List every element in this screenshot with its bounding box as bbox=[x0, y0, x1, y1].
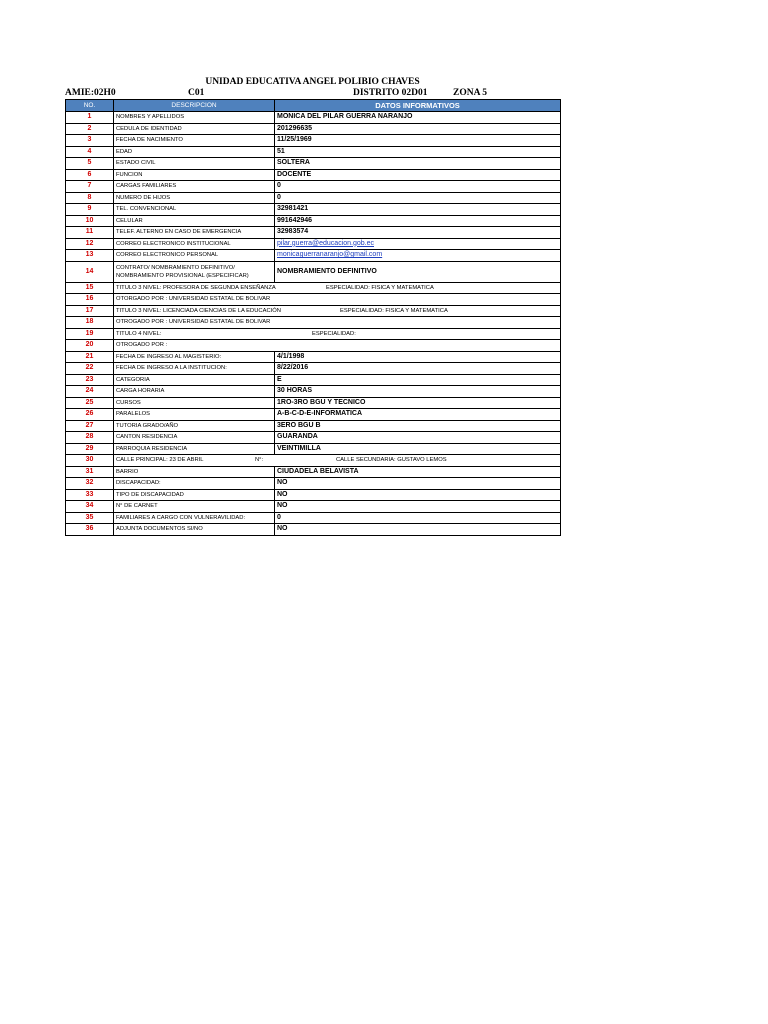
email-link[interactable]: monicaguerranaranjo@gmail.com bbox=[277, 251, 383, 259]
table-row bbox=[66, 489, 561, 501]
table-row bbox=[66, 238, 561, 250]
field-number-label: N°: bbox=[255, 457, 264, 463]
table-row bbox=[66, 204, 561, 216]
row-number: 22 bbox=[66, 363, 114, 375]
table-row bbox=[66, 317, 561, 329]
table-row bbox=[66, 524, 561, 536]
merged-cell bbox=[114, 282, 561, 294]
row-number: 15 bbox=[66, 282, 114, 294]
field-value: NO bbox=[275, 478, 561, 490]
field-value: DOCENTE bbox=[275, 169, 561, 181]
field-value: 1RO-3RO BGU Y TECNICO bbox=[275, 397, 561, 409]
field-secondary: ESPECIALIDAD: FISICA Y MATEMATICA bbox=[326, 284, 434, 291]
row-number: 23 bbox=[66, 374, 114, 386]
field-label: NUMERO DE HIJOS bbox=[114, 192, 275, 204]
table-row bbox=[66, 466, 561, 478]
zone-code: ZONA 5 bbox=[453, 88, 488, 98]
field-label-line1: CONTRATO/ NOMBRAMIENTO DEFINITIVO/ bbox=[116, 264, 235, 271]
table-header-row bbox=[66, 100, 561, 112]
field-label: ADJUNTA DOCUMENTOS SI/NO bbox=[114, 524, 275, 536]
field-label: PARALELOS bbox=[114, 409, 275, 421]
field-value: 51 bbox=[275, 146, 561, 158]
field-value: 0 bbox=[275, 181, 561, 193]
header-description: DESCRIPCION bbox=[114, 100, 275, 112]
field-value: 4/1/1998 bbox=[275, 351, 561, 363]
field-label: FECHA DE NACIMIENTO bbox=[114, 135, 275, 147]
field-label: N° DE CARNET bbox=[114, 501, 275, 513]
data-table bbox=[65, 99, 561, 536]
table-row bbox=[66, 420, 561, 432]
table-row bbox=[66, 250, 561, 262]
table-row bbox=[66, 512, 561, 524]
field-value: NO bbox=[275, 524, 561, 536]
table-row bbox=[66, 146, 561, 158]
row-number: 11 bbox=[66, 227, 114, 239]
table-row bbox=[66, 135, 561, 147]
field-value: 32983574 bbox=[275, 227, 561, 239]
row-number: 3 bbox=[66, 135, 114, 147]
row-number: 28 bbox=[66, 432, 114, 444]
row-number: 26 bbox=[66, 409, 114, 421]
amie-code: AMIE:02H0 bbox=[65, 88, 116, 98]
field-value: 11/25/1969 bbox=[275, 135, 561, 147]
field-label: FAMILIARES A CARGO CON VULNERAVILIDAD: bbox=[114, 512, 275, 524]
row-number: 4 bbox=[66, 146, 114, 158]
table-row bbox=[66, 169, 561, 181]
table-row bbox=[66, 305, 561, 317]
field-value: 32981421 bbox=[275, 204, 561, 216]
field-label: TIPO DE DISCAPACIDAD bbox=[114, 489, 275, 501]
field-value: 3ERO BGU B bbox=[275, 420, 561, 432]
field-label: OTROGADO POR : UNIVERSIDAD ESTATAL DE BOLIVAR bbox=[116, 319, 271, 325]
merged-cell bbox=[114, 455, 561, 467]
row-number: 29 bbox=[66, 443, 114, 455]
field-value: 201296635 bbox=[275, 123, 561, 135]
row-number: 21 bbox=[66, 351, 114, 363]
field-value: NO bbox=[275, 501, 561, 513]
field-value: 0 bbox=[275, 192, 561, 204]
header-no: NO. bbox=[66, 100, 114, 112]
field-label: DISCAPACIDAD: bbox=[114, 478, 275, 490]
row-number: 14 bbox=[66, 261, 114, 282]
table-row bbox=[66, 409, 561, 421]
field-label: EDAD bbox=[114, 146, 275, 158]
field-secondary: ESPECIALIDAD: bbox=[312, 330, 356, 337]
field-label: CURSOS bbox=[114, 397, 275, 409]
row-number: 32 bbox=[66, 478, 114, 490]
field-label: CANTON RESIDENCIA bbox=[114, 432, 275, 444]
row-number: 18 bbox=[66, 317, 114, 329]
field-label: FECHA DE INGRESO A LA INSTITUCION: bbox=[114, 363, 275, 375]
table-row bbox=[66, 363, 561, 375]
table-row bbox=[66, 192, 561, 204]
field-label: CORREO ELECTRONICO PERSONAL bbox=[114, 250, 275, 262]
row-number: 12 bbox=[66, 238, 114, 250]
table-row bbox=[66, 123, 561, 135]
table-row bbox=[66, 112, 561, 124]
field-label: NOMBRES Y APELLIDOS bbox=[114, 112, 275, 124]
merged-cell bbox=[114, 340, 561, 352]
field-value bbox=[275, 250, 561, 262]
field-label bbox=[114, 261, 275, 282]
field-label: TITULO 3 NIVEL: LICENCIADA CIENCIAS DE LA EDUCACIÓN bbox=[116, 307, 281, 314]
field-label: TUTORIA GRADO/AÑO bbox=[114, 420, 275, 432]
field-value bbox=[275, 238, 561, 250]
field-label: CEDULA DE IDENTIDAD bbox=[114, 123, 275, 135]
field-label: CORREO ELECTRONICO INSTITUCIONAL bbox=[114, 238, 275, 250]
field-label: BARRIO bbox=[114, 466, 275, 478]
field-label: FUNCION bbox=[114, 169, 275, 181]
field-value: 991642946 bbox=[275, 215, 561, 227]
merged-cell bbox=[114, 317, 561, 329]
row-number: 35 bbox=[66, 512, 114, 524]
table-row bbox=[66, 294, 561, 306]
row-number: 25 bbox=[66, 397, 114, 409]
row-number: 1 bbox=[66, 112, 114, 124]
field-label-line2: NOMBRAMIENTO PROVISIONAL (ESPECIFICAR) bbox=[116, 272, 249, 279]
field-value: 8/22/2016 bbox=[275, 363, 561, 375]
field-value: NO bbox=[275, 489, 561, 501]
row-number: 27 bbox=[66, 420, 114, 432]
table-row bbox=[66, 443, 561, 455]
field-value: CIUDADELA BELAVISTA bbox=[275, 466, 561, 478]
merged-cell bbox=[114, 305, 561, 317]
page-title: UNIDAD EDUCATIVA ANGEL POLIBIO CHAVES bbox=[205, 77, 420, 87]
field-value: A-B-C-D-E-INFORMATICA bbox=[275, 409, 561, 421]
field-label: ESTADO CIVIL bbox=[114, 158, 275, 170]
row-number: 2 bbox=[66, 123, 114, 135]
row-number: 19 bbox=[66, 328, 114, 340]
field-label: OTORGADO POR : UNIVERSIDAD ESTATAL DE BOLIVAR bbox=[116, 296, 271, 302]
field-value: GUARANDA bbox=[275, 432, 561, 444]
table-row bbox=[66, 374, 561, 386]
field-label: CARGAS FAMILIARES bbox=[114, 181, 275, 193]
field-label: CELULAR bbox=[114, 215, 275, 227]
table-row bbox=[66, 340, 561, 352]
field-value: 30 HORAS bbox=[275, 386, 561, 398]
table-row bbox=[66, 455, 561, 467]
field-value: 0 bbox=[275, 512, 561, 524]
row-number: 8 bbox=[66, 192, 114, 204]
field-value: VEINTIMILLA bbox=[275, 443, 561, 455]
row-number: 30 bbox=[66, 455, 114, 467]
row-number: 13 bbox=[66, 250, 114, 262]
row-number: 20 bbox=[66, 340, 114, 352]
table-row bbox=[66, 181, 561, 193]
table-row bbox=[66, 501, 561, 513]
row-number: 16 bbox=[66, 294, 114, 306]
circuit-code: C01 bbox=[188, 88, 205, 98]
field-value: NOMBRAMIENTO DEFINITIVO bbox=[275, 261, 561, 282]
table-row bbox=[66, 386, 561, 398]
table-row bbox=[66, 282, 561, 294]
row-number: 33 bbox=[66, 489, 114, 501]
merged-cell bbox=[114, 294, 561, 306]
table-row bbox=[66, 158, 561, 170]
row-number: 34 bbox=[66, 501, 114, 513]
header-data: DATOS INFORMATIVOS bbox=[275, 100, 561, 112]
row-number: 24 bbox=[66, 386, 114, 398]
row-number: 31 bbox=[66, 466, 114, 478]
field-value: MONICA DEL PILAR GUERRA NARANJO bbox=[275, 112, 561, 124]
row-number: 5 bbox=[66, 158, 114, 170]
field-label: OTROGADO POR : bbox=[116, 342, 168, 348]
table-row bbox=[66, 397, 561, 409]
email-link[interactable]: pilar.guerra@educacion.gob.ec bbox=[277, 239, 375, 247]
row-number: 10 bbox=[66, 215, 114, 227]
table-row bbox=[66, 432, 561, 444]
field-secondary: ESPECIALIDAD: FISICA Y MATEMATICA bbox=[340, 307, 448, 314]
field-label: CATEGORIA bbox=[114, 374, 275, 386]
field-label: TEL. CONVENCIONAL bbox=[114, 204, 275, 216]
row-number: 6 bbox=[66, 169, 114, 181]
table-row bbox=[66, 215, 561, 227]
field-secondary: CALLE SECUNDARIA: GUSTAVO LEMOS bbox=[336, 457, 447, 463]
field-label: FECHA DE INGRESO AL MAGISTERIO: bbox=[114, 351, 275, 363]
table-row bbox=[66, 261, 561, 282]
field-label: CALLE PRINCIPAL: 23 DE ABRIL bbox=[116, 457, 204, 463]
row-number: 36 bbox=[66, 524, 114, 536]
row-number: 17 bbox=[66, 305, 114, 317]
field-label: PARROQUIA RESIDENCIA bbox=[114, 443, 275, 455]
table-row bbox=[66, 478, 561, 490]
district-code: DISTRITO 02D01 bbox=[353, 88, 428, 98]
table-row bbox=[66, 328, 561, 340]
field-label: CARGA HORARIA bbox=[114, 386, 275, 398]
field-value: SOLTERA bbox=[275, 158, 561, 170]
field-label: TITULO 3 NIVEL: PROFESORA DE SEGUNDA ENSEÑANZA bbox=[116, 284, 276, 291]
field-label: TELEF. ALTERNO EN CASO DE EMERGENCIA bbox=[114, 227, 275, 239]
field-value: E bbox=[275, 374, 561, 386]
row-number: 9 bbox=[66, 204, 114, 216]
field-label: TITULO 4 NIVEL: bbox=[116, 330, 162, 337]
row-number: 7 bbox=[66, 181, 114, 193]
table-row bbox=[66, 351, 561, 363]
table-row bbox=[66, 227, 561, 239]
merged-cell bbox=[114, 328, 561, 340]
